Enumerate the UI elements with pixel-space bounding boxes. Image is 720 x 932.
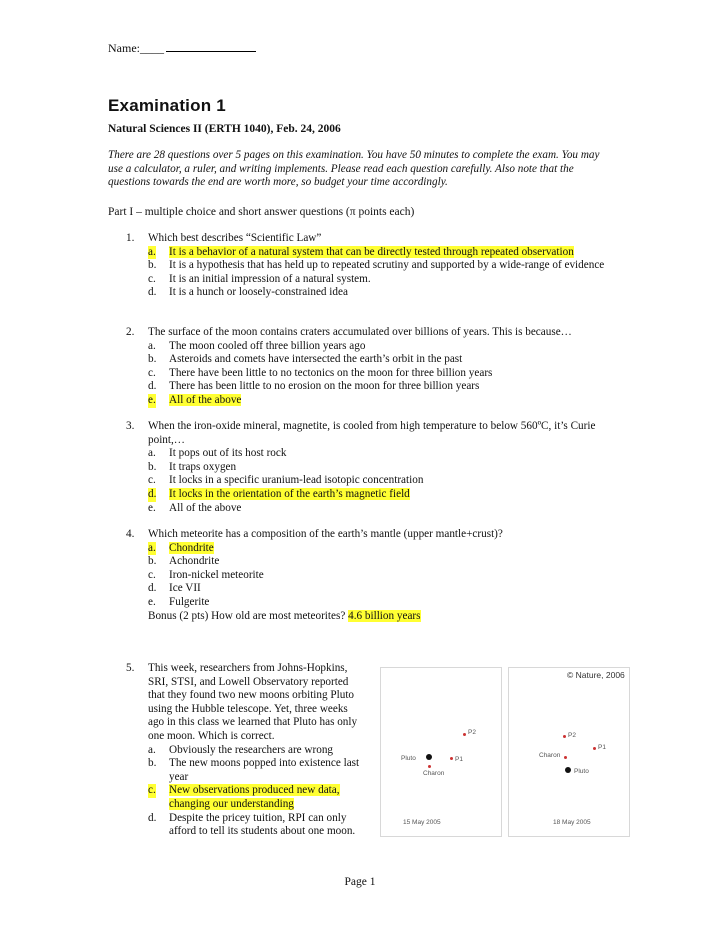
option-letter: c.: [148, 272, 156, 285]
option-b[interactable]: [148, 353, 619, 367]
option-b[interactable]: [148, 259, 619, 273]
option-list: [108, 542, 638, 610]
option-letter: a.: [148, 339, 156, 352]
option-e[interactable]: [148, 596, 619, 610]
p1-label: P1: [455, 756, 463, 763]
question-number: 5.: [126, 662, 135, 674]
part-heading: Part I – multiple choice and short answer questions (π points each): [108, 206, 415, 218]
option-letter: b.: [148, 757, 157, 770]
option-c[interactable]: [148, 784, 367, 811]
option-text: Asteroids and comets have intersected the earth’s orbit in the past: [169, 353, 463, 366]
date-label: 18 May 2005: [553, 819, 591, 826]
question-stem: The surface of the moon contains craters accumulated over billions of years. This is because…: [148, 326, 572, 338]
option-a[interactable]: [148, 744, 367, 758]
option-letter: a.: [148, 447, 156, 460]
pluto-label: Pluto: [574, 768, 589, 775]
option-b[interactable]: [148, 757, 367, 784]
option-text: It is an initial impression of a natural system.: [169, 272, 371, 285]
option-text-highlighted: Chondrite: [169, 541, 214, 554]
option-letter: d.: [148, 487, 157, 500]
option-letter: c.: [148, 366, 156, 379]
option-text: It is a hunch or loosely-constrained idea: [169, 286, 348, 299]
date-label: 15 May 2005: [403, 819, 441, 826]
option-b[interactable]: [148, 461, 619, 475]
p1-dot: [450, 757, 453, 760]
option-c[interactable]: [148, 569, 619, 583]
option-letter: d.: [148, 811, 157, 824]
option-a[interactable]: [148, 542, 619, 556]
figure-panel-15-may: [380, 667, 502, 837]
pluto-label: Pluto: [401, 755, 416, 762]
name-field: [108, 40, 256, 56]
option-c[interactable]: [148, 474, 619, 488]
name-label: Name:____: [108, 41, 164, 55]
option-text: It is a hypothesis that has held up to repeated scrutiny and supported by a wide-range of evidence: [169, 259, 605, 272]
p2-label: P2: [568, 732, 576, 739]
option-letter: c.: [148, 568, 156, 581]
option-letter: d.: [148, 582, 157, 595]
bonus-answer[interactable]: 4.6 billion years: [348, 609, 421, 622]
option-letter: e.: [148, 595, 156, 608]
option-e[interactable]: [148, 502, 619, 516]
course-subtitle: Natural Sciences II (ERTH 1040), Feb. 24, 2006: [108, 123, 341, 135]
option-text: Despite the pricey tuition, RPI can only afford to tell its students about one moon.: [169, 811, 356, 838]
option-text: It locks in a specific uranium-lead isotopic concentration: [169, 474, 424, 487]
exam-title: Examination 1: [108, 96, 226, 115]
option-text-highlighted: New observations produced new data, changing our understanding: [169, 784, 340, 810]
charon-label: Charon: [539, 752, 561, 759]
option-d[interactable]: [148, 812, 367, 839]
option-letter: d.: [148, 286, 157, 299]
figure-panel-18-may: [508, 667, 630, 837]
option-text-highlighted: All of the above: [169, 393, 242, 406]
option-text: Ice VII: [169, 582, 201, 595]
option-letter: c.: [148, 474, 156, 487]
p1-dot: [593, 747, 596, 750]
option-text: Iron-nickel meteorite: [169, 568, 264, 581]
question-2: [108, 326, 638, 408]
option-text: It pops out of its host rock: [169, 447, 287, 460]
option-letter: e.: [148, 393, 156, 406]
option-letter: b.: [148, 555, 157, 568]
question-1: [108, 232, 619, 300]
question-number: 4.: [126, 528, 135, 540]
question-4: [108, 528, 638, 623]
option-c[interactable]: [148, 367, 619, 381]
option-list: [108, 447, 619, 515]
name-blank-line[interactable]: [166, 40, 256, 52]
p2-label: P2: [468, 729, 476, 736]
option-text-highlighted: It locks in the orientation of the earth’s magnetic field: [169, 487, 410, 500]
option-list: [108, 246, 619, 300]
option-c[interactable]: [148, 273, 619, 287]
p2-dot: [563, 735, 566, 738]
option-list: [108, 340, 638, 408]
question-number: 3.: [126, 420, 135, 432]
p1-label: P1: [598, 744, 606, 751]
option-text-highlighted: It is a behavior of a natural system that can be directly tested through repeated observation: [169, 245, 574, 258]
option-text: Fulgerite: [169, 595, 210, 608]
option-letter: c.: [148, 784, 156, 797]
option-letter: a.: [148, 541, 156, 554]
question-5: [108, 662, 367, 839]
option-text: There have been little to no tectonics on the moon for three billion years: [169, 366, 493, 379]
charon-dot: [428, 765, 431, 768]
option-d[interactable]: [148, 380, 619, 394]
option-a[interactable]: [148, 340, 619, 354]
question-stem: Which meteorite has a composition of the earth’s mantle (upper mantle+crust)?: [148, 528, 503, 540]
question-stem: Which best describes “Scientific Law”: [148, 232, 322, 244]
pluto-dot: [426, 754, 432, 760]
option-a[interactable]: [148, 246, 619, 260]
copyright-label: © Nature, 2006: [567, 670, 625, 680]
option-text: Achondrite: [169, 555, 220, 568]
charon-dot: [564, 756, 567, 759]
question-number: 1.: [126, 232, 135, 244]
option-d[interactable]: [148, 488, 619, 502]
option-letter: a.: [148, 743, 156, 756]
exam-instructions: There are 28 questions over 5 pages on this examination. You have 50 minutes to complete the exam. You may use a calculator, a ruler, and writing implements. Please read each question carefully. Also note that the questions towards the end are worth more, so budget your time accordingly.: [108, 149, 600, 189]
option-d[interactable]: [148, 582, 619, 596]
option-text: The new moons popped into existence last year: [169, 757, 360, 783]
option-letter: b.: [148, 259, 157, 272]
question-3: [108, 420, 619, 515]
option-d[interactable]: [148, 286, 619, 300]
option-e[interactable]: [148, 394, 619, 408]
option-list: [108, 744, 367, 839]
option-text: All of the above: [169, 501, 242, 514]
question-stem: This week, researchers from Johns-Hopkins, SRI, STSI, and Lowell Observatory reported that they found two new moons orbiting Pluto using the Hubble telescope. Yet, three weeks ago in this class we learned that Pluto has only one moon. Which is correct.: [148, 662, 358, 742]
bonus-prompt: Bonus (2 pts) How old are most meteorites?: [148, 609, 349, 622]
option-text: Obviously the researchers are wrong: [169, 743, 334, 756]
option-b[interactable]: [148, 555, 619, 569]
option-text: It traps oxygen: [169, 460, 237, 473]
page-number: Page 1: [344, 876, 376, 888]
option-letter: b.: [148, 460, 157, 473]
option-letter: e.: [148, 501, 156, 514]
option-letter: a.: [148, 245, 156, 258]
bonus-question: [148, 610, 618, 624]
option-text: The moon cooled off three billion years ago: [169, 339, 366, 352]
question-number: 2.: [126, 326, 135, 338]
pluto-moons-figure: [380, 667, 630, 837]
p2-dot: [463, 733, 466, 736]
charon-label: Charon: [423, 770, 445, 777]
option-letter: d.: [148, 380, 157, 393]
question-stem: When the iron-oxide mineral, magnetite, is cooled from high temperature to below 560ºC, it’s Curie point,…: [148, 420, 596, 446]
pluto-dot: [565, 767, 571, 773]
option-letter: b.: [148, 353, 157, 366]
option-a[interactable]: [148, 447, 619, 461]
option-text: There has been little to no erosion on the moon for three billion years: [169, 380, 480, 393]
